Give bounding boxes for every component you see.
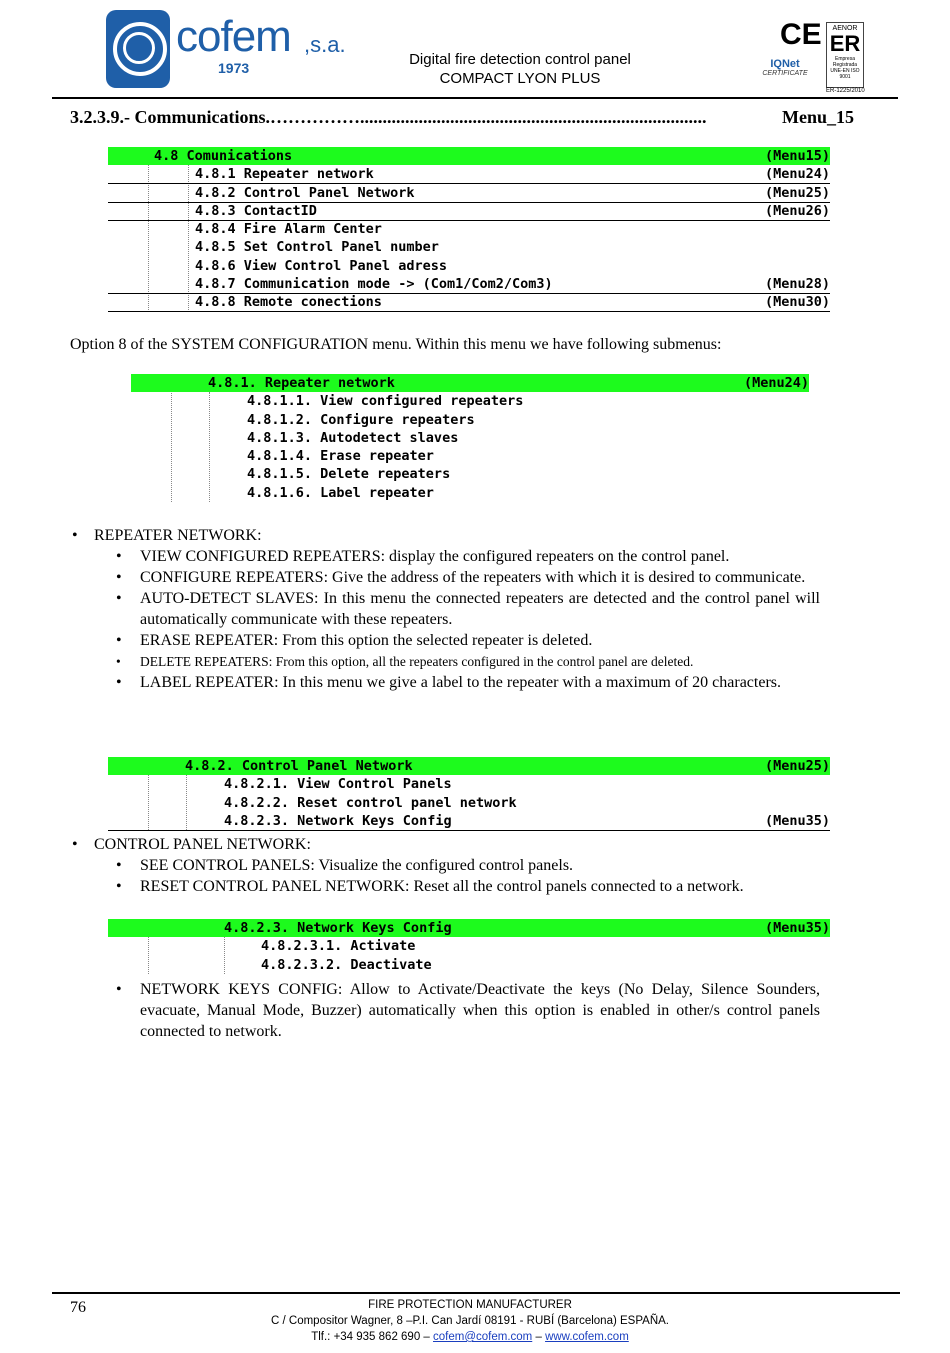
screen-row (108, 794, 830, 812)
screen-row (131, 429, 459, 447)
screen-row-code: 4.8.1.6. Label repeater (247, 485, 434, 501)
screen-header-menu: (Menu15) (764, 148, 830, 164)
screen-row (131, 447, 434, 465)
screen-row (108, 202, 830, 221)
footer-web-link[interactable]: www.cofem.com (545, 1331, 629, 1343)
screen-row (108, 238, 830, 256)
screen-row-menu: (Menu30) (764, 294, 830, 310)
cofem-logo (106, 10, 356, 88)
aenor-top: AENOR (832, 25, 858, 32)
list-item: • NETWORK KEYS CONFIG: Allow to Activate/Deactivate the keys (No Delay, Silence Sounders, evacuate, Manual Mode, Buzzer) automatically when this option is enabled in other/s control panels connected to network. (70, 979, 820, 1042)
screen-header-menu: (Menu24) (743, 375, 809, 391)
footer-separator: – (535, 1331, 542, 1343)
screen-header-row (131, 374, 809, 392)
screen-header-code: 4.8.2. Control Panel Network (185, 758, 413, 774)
screen-row-code: 4.8.5 Set Control Panel number (195, 239, 439, 255)
repeater-network-list (70, 525, 820, 693)
screen-row-code: 4.8.8 Remote conections (195, 294, 382, 310)
screen-row (131, 392, 524, 410)
screen-row (108, 275, 830, 294)
iqnet-caption: CERTIFICATE (762, 70, 808, 77)
list-heading: • CONTROL PANEL NETWORK: (70, 834, 830, 855)
screen-row (108, 937, 416, 955)
screen-row-code: 4.8.4 Fire Alarm Center (195, 221, 382, 237)
screen-header-row (108, 147, 830, 165)
screen-row (108, 184, 830, 203)
ce-mark-icon: CE (780, 18, 822, 51)
screen-row (131, 484, 434, 502)
section-title-leader: ……………............................................................................. (270, 107, 707, 127)
list-item: • CONFIGURE REPEATERS: Give the address of the repeaters with which it is desired to communicate. (70, 567, 820, 588)
screen-header-menu: (Menu35) (764, 920, 830, 936)
document-title-line1: Digital fire detection control panel (409, 51, 631, 68)
footer-phone: Tlf.: +34 935 862 690 – (311, 1331, 430, 1343)
screen-header-row (108, 919, 830, 937)
screen-header-menu: (Menu25) (764, 758, 830, 774)
logo-word: cofem (176, 12, 291, 61)
footer-line1: FIRE PROTECTION MANUFACTURER (368, 1299, 572, 1311)
menu-screen-network-keys-config (108, 919, 830, 974)
screen-row-code: 4.8.2.3.1. Activate (261, 938, 416, 954)
list-heading: • REPEATER NETWORK: (70, 525, 820, 546)
aenor-code: ER-1225/2010 (826, 88, 865, 94)
screen-header-code: 4.8 Comunications (154, 148, 293, 164)
screen-header-code: 4.8.2.3. Network Keys Config (224, 920, 452, 936)
list-item: • VIEW CONFIGURED REPEATERS: display the configured repeaters on the control panel. (70, 546, 820, 567)
screen-row-code: 4.8.1.3. Autodetect slaves (247, 430, 459, 446)
list-item: • SEE CONTROL PANELS: Visualize the configured control panels. (70, 855, 830, 876)
screen-row-code: 4.8.1 Repeater network (195, 166, 374, 182)
screen-row-code: 4.8.1.2. Configure repeaters (247, 412, 475, 428)
document-title (360, 50, 680, 88)
screen-row (108, 293, 830, 312)
screen-row (131, 411, 475, 429)
screen-row-code: 4.8.6 View Control Panel adress (195, 258, 447, 274)
list-item: • AUTO-DETECT SLAVES: In this menu the connected repeaters are detected and the control panel will automatically communicate with these repeaters. (70, 588, 820, 630)
screen-row-code: 4.8.2 Control Panel Network (195, 185, 415, 201)
screen-row-code: 4.8.2.3. Network Keys Config (224, 813, 452, 829)
screen-row-menu: (Menu26) (764, 203, 830, 219)
screen-row-code: 4.8.2.3.2. Deactivate (261, 957, 432, 973)
screen-row (108, 257, 830, 275)
screen-row (108, 812, 830, 831)
footer-line3 (200, 1329, 740, 1345)
intro-paragraph: Option 8 of the SYSTEM CONFIGURATION menu. Within this menu we have following submenus: (70, 336, 722, 353)
screen-row-code: 4.8.1.4. Erase repeater (247, 448, 434, 464)
screen-row-code: 4.8.2.1. View Control Panels (224, 776, 452, 792)
page-footer (200, 1297, 740, 1345)
document-title-line2: COMPACT LYON PLUS (439, 70, 601, 87)
section-title-text: 3.2.3.9.- Communications. (70, 107, 271, 127)
page-number: 76 (70, 1299, 86, 1316)
screen-row-menu: (Menu35) (764, 813, 830, 829)
footer-email-link[interactable]: cofem@cofem.com (433, 1331, 533, 1343)
logo-year: 1973 (218, 60, 250, 76)
screen-row (108, 956, 432, 974)
page-header (0, 0, 950, 100)
section-title (70, 107, 854, 128)
screen-row-menu: (Menu28) (764, 276, 830, 292)
screen-row-code: 4.8.2.2. Reset control panel network (224, 795, 517, 811)
logo-suffix: ,s.a. (304, 32, 346, 57)
screen-row-code: 4.8.1.1. View configured repeaters (247, 393, 524, 409)
section-menu-ref: Menu_15 (782, 107, 854, 127)
screen-row (131, 465, 451, 483)
list-item: • ERASE REPEATER: From this option the selected repeater is deleted. (70, 630, 820, 651)
aenor-norm: UNE-EN ISO 9001 (830, 68, 860, 80)
aenor-er: ER (829, 31, 861, 56)
menu-screen-control-panel-network (108, 757, 830, 830)
network-keys-list (70, 979, 820, 1042)
aenor-lines: Empresa Registrada (832, 56, 858, 68)
control-panel-network-list (70, 834, 830, 897)
menu-screen-repeater-network (131, 374, 809, 502)
aenor-er-icon (826, 22, 864, 88)
screen-row (108, 220, 830, 238)
list-item: • DELETE REPEATERS: From this option, all the repeaters configured in the control panel are deleted. (70, 651, 820, 672)
screen-row-menu: (Menu24) (764, 166, 830, 182)
screen-header-code: 4.8.1. Repeater network (208, 375, 395, 391)
screen-row-code: 4.8.3 ContactID (195, 203, 317, 219)
list-item: • LABEL REPEATER: In this menu we give a label to the repeater with a maximum of 20 characters. (70, 672, 820, 693)
cofem-emblem-icon (106, 10, 170, 88)
screen-row-code: 4.8.7 Communication mode -> (Com1/Com2/Com3) (195, 276, 553, 292)
screen-row-menu: (Menu25) (764, 185, 830, 201)
footer-divider (52, 1292, 900, 1294)
screen-header-row (108, 757, 830, 775)
screen-row (108, 775, 830, 793)
screen-row (108, 165, 830, 184)
header-divider (52, 97, 898, 99)
iqnet-certificate-icon (760, 58, 810, 77)
screen-row-code: 4.8.1.5. Delete repeaters (247, 466, 451, 482)
iqnet-label: IQNet (770, 58, 800, 70)
list-item: • RESET CONTROL PANEL NETWORK: Reset all the control panels connected to a network. (70, 876, 830, 897)
menu-screen-comunications (108, 147, 830, 312)
footer-line2: C / Compositor Wagner, 8 –P.I. Can Jardí 08191 - RUBÍ (Barcelona) ESPAÑA. (271, 1315, 669, 1327)
